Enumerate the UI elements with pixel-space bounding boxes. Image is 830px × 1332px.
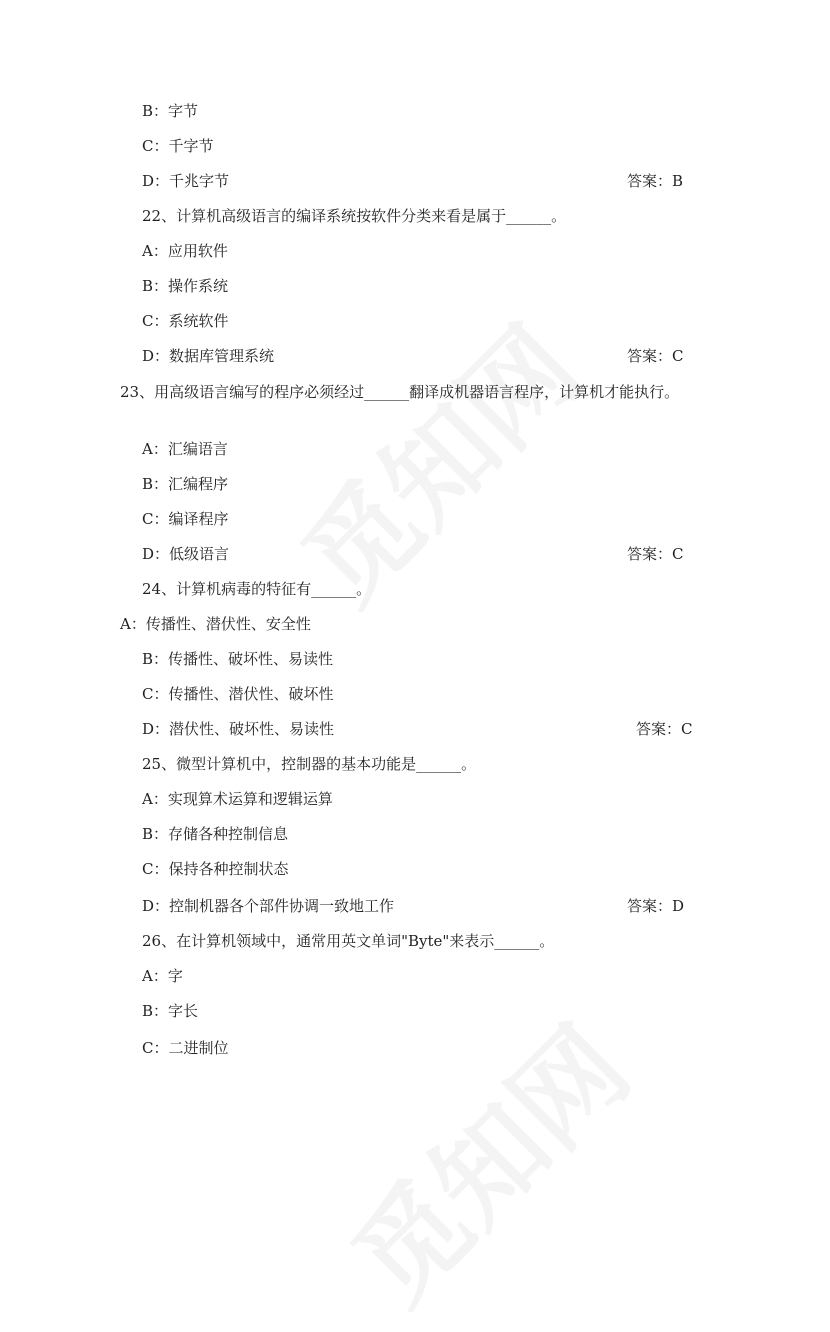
answer-25: 答案：D (627, 897, 685, 915)
option-23-a: A：汇编语言 (142, 440, 228, 458)
option-22-a: A：应用软件 (142, 242, 228, 260)
option-23-b: B：汇编程序 (142, 475, 229, 493)
option-23-c: C：编译程序 (142, 510, 229, 528)
option-25-d: D：控制机器各个部件协调一致地工作 (142, 897, 395, 915)
answer-23: 答案：C (627, 545, 684, 563)
option-21-c: C：千字节 (142, 137, 214, 155)
option-24-c: C：传播性、潜伏性、破坏性 (142, 685, 334, 703)
option-24-d: D：潜伏性、破坏性、易读性 (142, 720, 335, 738)
option-26-c: C：二进制位 (142, 1039, 229, 1057)
option-22-d: D：数据库管理系统 (142, 347, 275, 365)
option-22-c: C：系统软件 (142, 312, 229, 330)
option-26-b: B：字长 (142, 1002, 199, 1020)
option-24-b: B：传播性、破坏性、易读性 (142, 650, 334, 668)
question-25: 25、微型计算机中，控制器的基本功能是______。 (142, 755, 477, 773)
question-23: 23、用高级语言编写的程序必须经过______翻译成机器语言程序，计算机才能执行。 (120, 383, 680, 401)
option-22-b: B：操作系统 (142, 277, 229, 295)
question-26: 26、在计算机领域中，通常用英文单词"Byte"来表示______。 (142, 932, 555, 950)
option-21-b: B：字节 (142, 102, 199, 120)
answer-21: 答案：B (627, 172, 684, 190)
answer-22: 答案：C (627, 347, 684, 365)
option-25-a: A：实现算术运算和逻辑运算 (142, 790, 333, 808)
option-25-b: B：存储各种控制信息 (142, 825, 289, 843)
question-22: 22、计算机高级语言的编译系统按软件分类来看是属于______。 (142, 207, 567, 225)
option-24-a: A：传播性、潜伏性、安全性 (120, 615, 311, 633)
answer-24: 答案：C (636, 720, 693, 738)
option-23-d: D：低级语言 (142, 545, 230, 563)
option-25-c: C：保持各种控制状态 (142, 860, 289, 878)
option-21-d: D：千兆字节 (142, 172, 230, 190)
watermark-bottom (312, 986, 657, 1331)
option-26-a: A：字 (142, 967, 183, 985)
question-24: 24、计算机病毒的特征有______。 (142, 580, 372, 598)
